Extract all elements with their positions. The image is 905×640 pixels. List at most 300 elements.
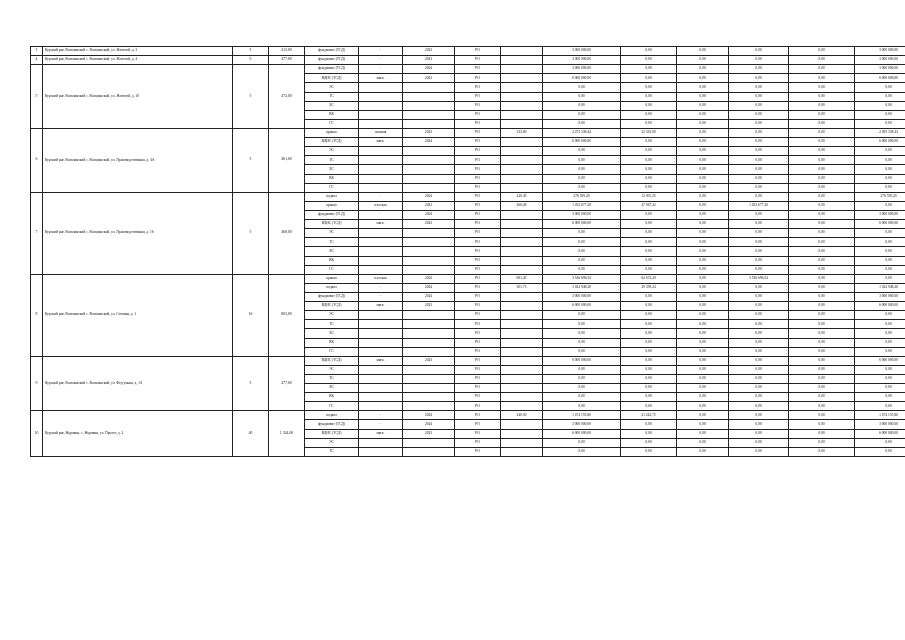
row-number: 3 — [31, 47, 43, 56]
work-type-cell: фундамент (ТСД) — [305, 47, 359, 56]
col-a-cell: 0,00 — [677, 56, 729, 65]
col-c-cell: 0,00 — [789, 356, 855, 365]
year-cell: 2023 — [403, 128, 455, 137]
total-cell: 0,00 — [855, 365, 905, 374]
volume-cell — [501, 292, 543, 301]
material-cell — [359, 402, 403, 411]
source-cell: РО — [455, 119, 501, 128]
col-c-cell: 0,00 — [789, 292, 855, 301]
volume-cell — [501, 183, 543, 192]
year-cell: 2023 — [403, 429, 455, 438]
source-cell: РО — [455, 92, 501, 101]
unit-cost-cell: 0,00 — [621, 338, 677, 347]
source-cell: РО — [455, 83, 501, 92]
source-cell: РО — [455, 101, 501, 110]
source-cell: РО — [455, 165, 501, 174]
cost-cell: 6 000 000,00 — [543, 74, 621, 83]
cost-cell: 0,00 — [543, 329, 621, 338]
source-cell: РО — [455, 447, 501, 456]
col-a-cell: 0,00 — [677, 447, 729, 456]
table-row — [31, 411, 905, 420]
area-cell: 1 324,00 — [269, 411, 305, 457]
year-cell: 2024 — [403, 411, 455, 420]
cost-cell: 0,00 — [543, 320, 621, 329]
material-cell — [359, 101, 403, 110]
unit-cost-cell: 0,00 — [621, 238, 677, 247]
total-cell: 0,00 — [855, 329, 905, 338]
col-b-cell: 0,00 — [729, 74, 789, 83]
unit-cost-cell: 0,00 — [621, 429, 677, 438]
unit-cost-cell: 0,00 — [621, 65, 677, 74]
row-number: 4 — [31, 56, 43, 65]
volume-cell — [501, 65, 543, 74]
volume-cell — [501, 429, 543, 438]
volume-cell — [501, 329, 543, 338]
col-a-cell: 0,00 — [677, 320, 729, 329]
source-cell: РО — [455, 192, 501, 201]
total-cell: 6 000 000,00 — [855, 429, 905, 438]
year-cell — [403, 101, 455, 110]
floors-cell: 16 — [233, 274, 269, 356]
table-row — [31, 47, 905, 56]
cost-cell: 0,00 — [543, 402, 621, 411]
cost-cell: 1 452 677,20 — [543, 201, 621, 210]
material-cell: мягк. — [359, 74, 403, 83]
work-type-cell: ВК — [305, 393, 359, 402]
volume-cell — [501, 220, 543, 229]
col-b-cell: 0,00 — [729, 165, 789, 174]
year-cell — [403, 338, 455, 347]
unit-cost-cell: 27 567,32 — [621, 201, 677, 210]
volume-cell — [501, 338, 543, 347]
address-cell: Курский рнг, Вольчанский с. Вольчанский, ул. Жителей, д. 10 — [43, 65, 233, 129]
unit-cost-cell: 0,00 — [621, 402, 677, 411]
col-c-cell: 0,00 — [789, 365, 855, 374]
volume-cell — [501, 147, 543, 156]
total-cell: 0,00 — [855, 265, 905, 274]
col-a-cell: 0,00 — [677, 65, 729, 74]
unit-cost-cell: 0,00 — [621, 156, 677, 165]
col-a-cell: 0,00 — [677, 147, 729, 156]
material-cell — [359, 256, 403, 265]
col-b-cell: 0,00 — [729, 238, 789, 247]
area-cell: 477,00 — [269, 56, 305, 65]
work-type-cell: ХС — [305, 329, 359, 338]
col-c-cell: 0,00 — [789, 74, 855, 83]
address-cell: Курский рнг, Журавин, с. Журавин, ул. Пролет, д. 2 — [43, 411, 233, 457]
col-b-cell: 0,00 — [729, 128, 789, 137]
source-cell: РО — [455, 347, 501, 356]
col-c-cell: 0,00 — [789, 302, 855, 311]
material-cell — [359, 447, 403, 456]
col-c-cell: 0,00 — [789, 183, 855, 192]
col-c-cell: 0,00 — [789, 283, 855, 292]
work-type-cell: ВК — [305, 338, 359, 347]
cost-cell: 3 000 000,00 — [543, 292, 621, 301]
col-b-cell: 0,00 — [729, 220, 789, 229]
source-cell: РО — [455, 147, 501, 156]
col-a-cell: 0,00 — [677, 183, 729, 192]
unit-cost-cell: 0,00 — [621, 220, 677, 229]
col-c-cell: 0,00 — [789, 92, 855, 101]
unit-cost-cell: 0,00 — [621, 302, 677, 311]
work-type-cell: ЭС — [305, 147, 359, 156]
col-a-cell: 0,00 — [677, 420, 729, 429]
col-c-cell: 0,00 — [789, 119, 855, 128]
year-cell: 2024 — [403, 420, 455, 429]
col-c-cell: 0,00 — [789, 256, 855, 265]
col-c-cell: 0,00 — [789, 393, 855, 402]
unit-cost-cell: 0,00 — [621, 265, 677, 274]
source-cell: РО — [455, 420, 501, 429]
material-cell: - — [359, 420, 403, 429]
address-cell: Курский рнг, Вольчанский с. Вольчанский, ул. Жителей, д. 4 — [43, 56, 233, 65]
col-c-cell: 0,00 — [789, 192, 855, 201]
material-cell — [359, 365, 403, 374]
col-b-cell: 0,00 — [729, 292, 789, 301]
unit-cost-cell: 0,00 — [621, 329, 677, 338]
work-type-cell: ВДИС (ТСД) — [305, 138, 359, 147]
year-cell — [403, 156, 455, 165]
volume-cell: 333,00 — [501, 128, 543, 137]
col-b-cell: 0,00 — [729, 247, 789, 256]
work-type-cell: фундамент (ТСД) — [305, 292, 359, 301]
col-c-cell: 0,00 — [789, 128, 855, 137]
unit-cost-cell: 62 672,20 — [621, 274, 677, 283]
col-a-cell: 0,00 — [677, 292, 729, 301]
year-cell — [403, 174, 455, 183]
total-cell: 3 000 000,00 — [855, 292, 905, 301]
col-b-cell: 0,00 — [729, 138, 789, 147]
total-cell: 3 000 000,00 — [855, 420, 905, 429]
col-c-cell: 0,00 — [789, 265, 855, 274]
table-row — [31, 128, 905, 137]
work-type-cell: ГС — [305, 183, 359, 192]
total-cell: 1 474 155,80 — [855, 411, 905, 420]
cost-cell: 0,00 — [543, 338, 621, 347]
total-cell: 0,00 — [855, 338, 905, 347]
work-type-cell: подвал — [305, 192, 359, 201]
table-row — [31, 56, 905, 65]
total-cell: 3 000 000,00 — [855, 47, 905, 56]
col-c-cell: 0,00 — [789, 447, 855, 456]
year-cell: 2023 — [403, 220, 455, 229]
volume-cell — [501, 393, 543, 402]
col-c-cell: 0,00 — [789, 320, 855, 329]
col-a-cell: 0,00 — [677, 192, 729, 201]
volume-cell — [501, 256, 543, 265]
address-cell: Курский рнг, Вольчанский с. Вольчанский, ул. Производственная, д. 16 — [43, 192, 233, 274]
material-cell — [359, 229, 403, 238]
work-type-cell: фундамент (ТСД) — [305, 56, 359, 65]
work-type-cell: ТС — [305, 238, 359, 247]
year-cell — [403, 229, 455, 238]
year-cell: 2024 — [403, 283, 455, 292]
col-b-cell: 0,00 — [729, 311, 789, 320]
volume-cell — [501, 92, 543, 101]
col-c-cell: 0,00 — [789, 220, 855, 229]
work-type-cell: ЭС — [305, 438, 359, 447]
cost-cell: 0,00 — [543, 247, 621, 256]
material-cell — [359, 247, 403, 256]
total-cell: 0,00 — [855, 256, 905, 265]
source-cell: РО — [455, 229, 501, 238]
row-number: 9 — [31, 356, 43, 411]
row-number: 5 — [31, 65, 43, 129]
area-cell: 477,00 — [269, 356, 305, 411]
year-cell — [403, 393, 455, 402]
work-type-cell: ВДИС (ТСД) — [305, 302, 359, 311]
year-cell — [403, 110, 455, 119]
col-a-cell: 0,00 — [677, 429, 729, 438]
source-cell: РО — [455, 201, 501, 210]
work-type-cell: ХС — [305, 165, 359, 174]
material-cell — [359, 165, 403, 174]
volume-cell — [501, 265, 543, 274]
col-a-cell: 0,00 — [677, 402, 729, 411]
year-cell — [403, 265, 455, 274]
col-b-cell: 0,00 — [729, 47, 789, 56]
year-cell — [403, 119, 455, 128]
document-sheet — [30, 46, 898, 594]
total-cell: 0,00 — [855, 311, 905, 320]
col-b-cell: 0,00 — [729, 101, 789, 110]
col-a-cell: 0,00 — [677, 83, 729, 92]
total-cell: 0,00 — [855, 174, 905, 183]
col-c-cell: 0,00 — [789, 110, 855, 119]
volume-cell: 240,50 — [501, 411, 543, 420]
total-cell: 0,00 — [855, 147, 905, 156]
col-c-cell: 0,00 — [789, 47, 855, 56]
year-cell: 2022 — [403, 274, 455, 283]
work-type-cell: ГС — [305, 402, 359, 411]
col-b-cell: 0,00 — [729, 365, 789, 374]
cost-cell: 0,00 — [543, 147, 621, 156]
col-c-cell: 0,00 — [789, 329, 855, 338]
cost-cell: 6 000 000,00 — [543, 220, 621, 229]
col-a-cell: 0,00 — [677, 329, 729, 338]
col-a-cell: 0,00 — [677, 119, 729, 128]
row-number: 6 — [31, 128, 43, 192]
unit-cost-cell: 0,00 — [621, 365, 677, 374]
work-type-cell: ВДИС (ТСД) — [305, 220, 359, 229]
year-cell — [403, 238, 455, 247]
col-b-cell: 0,00 — [729, 347, 789, 356]
col-a-cell: 0,00 — [677, 74, 729, 83]
work-type-cell: ВДИС (ТСД) — [305, 356, 359, 365]
col-b-cell: 0,00 — [729, 229, 789, 238]
table-row — [31, 274, 905, 283]
unit-cost-cell: 0,00 — [621, 247, 677, 256]
source-cell: РО — [455, 374, 501, 383]
row-number: 8 — [31, 274, 43, 356]
col-b-cell: 0,00 — [729, 65, 789, 74]
total-cell: 1 022 948,20 — [855, 283, 905, 292]
source-cell: РО — [455, 47, 501, 56]
year-cell — [403, 247, 455, 256]
cost-cell: 3 536 696,54 — [543, 274, 621, 283]
source-cell: РО — [455, 74, 501, 83]
total-cell: 0,00 — [855, 119, 905, 128]
material-cell: мягк. — [359, 138, 403, 147]
material-cell: плоская — [359, 201, 403, 210]
col-b-cell: 0,00 — [729, 183, 789, 192]
material-cell — [359, 374, 403, 383]
volume-cell — [501, 110, 543, 119]
volume-cell — [501, 56, 543, 65]
volume-cell — [501, 447, 543, 456]
unit-cost-cell: 0,00 — [621, 56, 677, 65]
year-cell — [403, 402, 455, 411]
total-cell: 0,00 — [855, 393, 905, 402]
row-number: 10 — [31, 411, 43, 457]
cost-cell: 0,00 — [543, 92, 621, 101]
year-cell — [403, 147, 455, 156]
col-a-cell: 0,00 — [677, 256, 729, 265]
source-cell: РО — [455, 238, 501, 247]
col-b-cell: 0,00 — [729, 283, 789, 292]
year-cell — [403, 256, 455, 265]
table-row — [31, 192, 905, 201]
unit-cost-cell: 0,00 — [621, 311, 677, 320]
work-type-cell: ВК — [305, 110, 359, 119]
col-b-cell: 0,00 — [729, 384, 789, 393]
total-cell: 276 559,20 — [855, 192, 905, 201]
total-cell: 0,00 — [855, 165, 905, 174]
cost-cell: 0,00 — [543, 374, 621, 383]
material-cell: - — [359, 192, 403, 201]
total-cell: 6 000 000,00 — [855, 356, 905, 365]
col-a-cell: 0,00 — [677, 411, 729, 420]
col-b-cell: 0,00 — [729, 83, 789, 92]
total-cell: 3 000 000,00 — [855, 65, 905, 74]
col-b-cell: 0,00 — [729, 147, 789, 156]
col-b-cell: 0,00 — [729, 329, 789, 338]
col-b-cell: 0,00 — [729, 429, 789, 438]
source-cell: РО — [455, 329, 501, 338]
col-a-cell: 0,00 — [677, 338, 729, 347]
total-cell: 6 000 000,00 — [855, 220, 905, 229]
col-b-cell: 0,00 — [729, 420, 789, 429]
volume-cell — [501, 229, 543, 238]
col-c-cell: 0,00 — [789, 210, 855, 219]
volume-cell — [501, 347, 543, 356]
total-cell: 0,00 — [855, 347, 905, 356]
work-type-cell: подвал — [305, 411, 359, 420]
work-type-cell: ТС — [305, 374, 359, 383]
col-a-cell: 0,00 — [677, 201, 729, 210]
cost-cell: 0,00 — [543, 174, 621, 183]
volume-cell — [501, 74, 543, 83]
table-row — [31, 65, 905, 74]
floors-cell: 40 — [233, 411, 269, 457]
source-cell: РО — [455, 320, 501, 329]
col-b-cell: 0,00 — [729, 402, 789, 411]
cost-cell: 3 000 000,00 — [543, 210, 621, 219]
col-a-cell: 0,00 — [677, 92, 729, 101]
material-cell — [359, 438, 403, 447]
volume-cell — [501, 438, 543, 447]
source-cell: РО — [455, 65, 501, 74]
unit-cost-cell: 0,00 — [621, 183, 677, 192]
source-cell: РО — [455, 128, 501, 137]
col-a-cell: 0,00 — [677, 311, 729, 320]
col-b-cell: 0,00 — [729, 411, 789, 420]
unit-cost-cell: 0,00 — [621, 292, 677, 301]
cost-cell: 6 000 000,00 — [543, 138, 621, 147]
col-c-cell: 0,00 — [789, 201, 855, 210]
volume-cell — [501, 365, 543, 374]
col-b-cell: 0,00 — [729, 256, 789, 265]
col-c-cell: 0,00 — [789, 156, 855, 165]
source-cell: РО — [455, 292, 501, 301]
year-cell: 2024 — [403, 192, 455, 201]
cost-cell: 0,00 — [543, 156, 621, 165]
unit-cost-cell: 0,00 — [621, 101, 677, 110]
source-cell: РО — [455, 220, 501, 229]
total-cell: 3 000 000,00 — [855, 56, 905, 65]
cost-cell: 0,00 — [543, 365, 621, 374]
cost-cell: 1 474 155,80 — [543, 411, 621, 420]
cost-cell: 0,00 — [543, 447, 621, 456]
col-c-cell: 0,00 — [789, 402, 855, 411]
cost-cell: 3 000 000,00 — [543, 420, 621, 429]
cost-cell: 2 472 338,44 — [543, 128, 621, 137]
unit-cost-cell: 0,00 — [621, 147, 677, 156]
unit-cost-cell: 0,00 — [621, 320, 677, 329]
material-cell — [359, 147, 403, 156]
cost-cell: 0,00 — [543, 229, 621, 238]
total-cell: 0,00 — [855, 201, 905, 210]
total-cell: 0,00 — [855, 374, 905, 383]
cost-cell: 0,00 — [543, 393, 621, 402]
material-cell: мягк. — [359, 220, 403, 229]
material-cell — [359, 265, 403, 274]
col-b-cell: 0,00 — [729, 338, 789, 347]
year-cell: 2024 — [403, 210, 455, 219]
material-cell — [359, 174, 403, 183]
volume-cell — [501, 311, 543, 320]
year-cell — [403, 320, 455, 329]
unit-cost-cell: 0,00 — [621, 447, 677, 456]
cost-cell: 0,00 — [543, 438, 621, 447]
year-cell — [403, 438, 455, 447]
year-cell: 2023 — [403, 56, 455, 65]
year-cell — [403, 92, 455, 101]
col-c-cell: 0,00 — [789, 438, 855, 447]
volume-cell — [501, 384, 543, 393]
col-c-cell: 0,00 — [789, 147, 855, 156]
col-a-cell: 0,00 — [677, 110, 729, 119]
cost-cell: 0,00 — [543, 183, 621, 192]
material-cell: - — [359, 210, 403, 219]
work-type-cell: ТС — [305, 320, 359, 329]
col-c-cell: 0,00 — [789, 420, 855, 429]
col-c-cell: 0,00 — [789, 274, 855, 283]
total-cell: 6 000 000,00 — [855, 302, 905, 311]
col-a-cell: 0,00 — [677, 374, 729, 383]
cost-cell: 0,00 — [543, 347, 621, 356]
volume-cell — [501, 119, 543, 128]
cost-cell: 3 000 000,00 — [543, 56, 621, 65]
col-b-cell: 0,00 — [729, 302, 789, 311]
work-type-cell: крыша — [305, 201, 359, 210]
total-cell: 3 000 000,00 — [855, 210, 905, 219]
floors-cell: 5 — [233, 47, 269, 56]
material-cell — [359, 92, 403, 101]
source-cell: РО — [455, 438, 501, 447]
material-cell — [359, 119, 403, 128]
